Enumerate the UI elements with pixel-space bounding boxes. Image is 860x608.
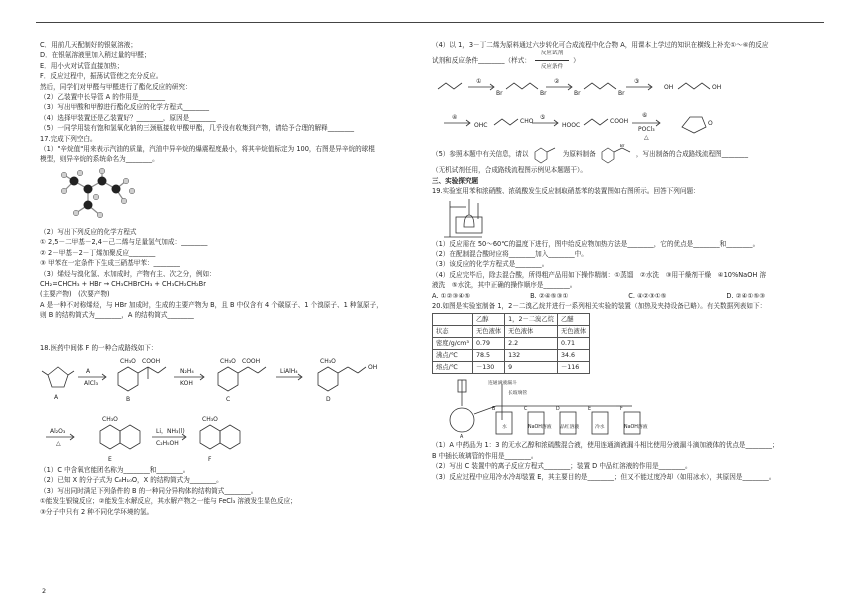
reagent-label: LiAlH₄ xyxy=(280,367,298,375)
table-row xyxy=(433,338,590,350)
table-cell: 0.79 xyxy=(472,338,504,350)
reagent-label: A xyxy=(86,367,91,375)
table-cell: 34.6 xyxy=(557,350,589,362)
table-cell: －130 xyxy=(472,362,504,374)
q17-line: ② 2－甲基－2－丁烯加聚反应________ xyxy=(40,248,156,257)
reagent-label: △ xyxy=(56,439,61,447)
group-label: HOOC xyxy=(562,122,581,130)
isooctane-ball-stick-model xyxy=(54,167,144,225)
pre-line: C．用前几天配制好的银氨溶液； xyxy=(40,41,137,49)
q19-line: （2）在配制混合酸时应将________加入________中。 xyxy=(432,250,588,259)
q5-text: （5）参照本题中有关信息，请以 xyxy=(432,150,529,159)
group-label: OH xyxy=(368,363,378,371)
table-cell: 沸点/℃ xyxy=(433,350,473,362)
q5-line xyxy=(432,143,824,165)
group-label: Br xyxy=(496,90,503,98)
q18-line: ①能发生银镜反应；②能发生水解反应，其水解产物之一能与 FeCl₃ 溶液发生显色反应； xyxy=(40,497,297,506)
table-cell: 132 xyxy=(505,350,558,362)
reagent-label: N₂H₄ xyxy=(180,367,194,375)
q18-line: ③分子中只有 2 种不同化学环境的氢。 xyxy=(40,507,154,516)
pre-line: （4）选择甲装置还是乙装置好？________，原因是________ xyxy=(40,113,216,122)
group-label: O xyxy=(708,120,713,128)
q19-options xyxy=(432,291,824,301)
step-number: ① xyxy=(476,78,482,86)
bottle-letter: F xyxy=(620,407,623,413)
q20-line: （3）反应过程中应用冷水冷却装置 E，其主要目的是________；但又不能过度冷却（如用冰水），其原因是________。 xyxy=(432,472,776,481)
table-cell: 78.5 xyxy=(472,350,504,362)
group-label: CH₃O xyxy=(202,415,218,423)
reagent-label: △ xyxy=(644,134,649,142)
bottle-letter: C xyxy=(524,407,528,413)
q19-line: 液洗 ⑤水洗，其中正确的操作顺序是________。 xyxy=(432,281,577,290)
table-cell: 9 xyxy=(505,362,558,374)
table-header-cell: 乙醇 xyxy=(472,314,504,326)
group-label: CH₃O xyxy=(220,357,236,365)
nitration-apparatus xyxy=(442,197,502,239)
q17-line: （1）"辛烷值"用来表示汽油的质量，汽油中异辛烷的爆震程度最小，将其辛烷值标定为 100，右图是异辛烷的球棍 xyxy=(40,145,375,154)
q17-equation: CH₂=CHCH₃ + HBr → CH₃CHBrCH₃ + CH₃CH₂CH₂Br xyxy=(40,279,206,288)
compound-label-b: B xyxy=(126,395,131,403)
compound-label-e: E xyxy=(108,455,112,463)
table-row xyxy=(433,362,590,374)
option-b: B. ②④⑤③① xyxy=(530,291,569,300)
pre-line: D．在银氨溶液里加入稍过量的甲醛； xyxy=(40,51,151,60)
butadiene-route-diagram xyxy=(432,73,824,143)
table-cell: 无色液体 xyxy=(472,326,504,338)
option-d: D. ②④①⑤③ xyxy=(726,291,766,300)
group-label: Br xyxy=(619,144,625,149)
table-cell: 无色液体 xyxy=(505,326,558,338)
q17-line: （2）写出下列反应的化学方程式 xyxy=(40,227,137,236)
pre-line: （3）写出甲酸和甲醇进行酯化反应的化学方程式________ xyxy=(40,103,210,112)
apparatus-label: 长玻璃管 xyxy=(508,391,528,397)
q5-line: （无机试剂任用，合成路线流程图示例见本题题干）。 xyxy=(432,166,587,175)
dibromoethane-apparatus xyxy=(432,376,824,440)
right-column xyxy=(432,40,824,482)
bottle-letter: D xyxy=(556,407,560,413)
table-cell: 无色液体 xyxy=(557,326,589,338)
compound-label-c: C xyxy=(226,395,231,403)
compound-label-d: D xyxy=(326,395,331,403)
q18-synthesis-route xyxy=(40,353,420,465)
table-cell: －116 xyxy=(557,362,589,374)
q17-line: ③ 甲苯在一定条件下生成三硝基甲苯：________ xyxy=(40,259,180,268)
table-cell: 0.71 xyxy=(557,338,589,350)
page-number: 2 xyxy=(42,587,47,595)
table-header-cell: 乙醚 xyxy=(557,314,589,326)
pre-line: E．用小火对试管直接加热； xyxy=(40,61,124,70)
pre-line: （5）一同学用装有饱和氢氧化钠的三颈瓶接收甲酸甲酯，几乎没有收集到产物，请给予合理的解释________ xyxy=(40,124,355,133)
style-condition-label: 反应条件 xyxy=(540,64,564,71)
q4-line xyxy=(432,50,824,71)
bottle-label: 水 xyxy=(502,425,507,431)
bromoethylbenzene-structure xyxy=(598,144,634,164)
group-label: CH₃O xyxy=(102,415,118,423)
benzaldehyde-structure xyxy=(531,144,561,164)
step-number: ③ xyxy=(634,78,640,86)
q20-line: （1）A 中药品为 1：3 的无水乙醇和浓硫酸混合液，使用连通滴液漏斗相比使用分液漏斗滴加液体的优点是________； xyxy=(432,441,779,450)
flask-label: A xyxy=(460,435,464,441)
table-cell: 密度/g/cm³ xyxy=(433,338,473,350)
q20-line: B 中插长玻璃管的作用是________。 xyxy=(432,451,538,460)
group-label: Br xyxy=(540,90,547,98)
pre-line: 然后，同学们对甲醛与甲醛进行了酯化反应的研究： xyxy=(40,82,192,91)
group-label: COOH xyxy=(242,357,261,365)
group-label: CHO xyxy=(520,118,534,126)
section-heading: 三、实验探究题 xyxy=(432,176,479,185)
q4-line: （4）以 1，3－丁二烯为原料通过六步转化可合成流程中化合物 A，用课本上学过的知识在横线上补充①～⑥的反应 xyxy=(432,41,769,49)
reagent-label: C₂H₅OH xyxy=(156,439,179,447)
q18-line: （2）已知 X 的分子式为 C₈H₁₀O，X 的结构简式为________。 xyxy=(40,476,223,485)
option-c: C. ④②③①⑤ xyxy=(628,291,667,300)
group-label: Br xyxy=(618,90,625,98)
q17-line: ① 2,5－二甲基－2,4－己二烯与足量氢气加成：________ xyxy=(40,238,208,247)
q17-line: (主要产物) (次要产物) xyxy=(40,290,110,299)
pre-line: （2）乙装置中长导管 A 的作用是________ xyxy=(40,93,165,102)
q17-line: 模型，则异辛烷的系统命名为________。 xyxy=(40,155,159,164)
group-label: Br xyxy=(574,90,581,98)
q5-text: 为原料制备 xyxy=(562,150,596,159)
table-row xyxy=(433,326,590,338)
compound-label-a: A xyxy=(54,393,59,401)
step-number: ② xyxy=(554,78,560,86)
group-label: COOH xyxy=(610,118,629,126)
group-label: OHC xyxy=(474,122,488,130)
left-column xyxy=(40,40,420,517)
q17-line: （3）烯烃与溴化氢、水加成时，产物有主、次之分，例如： xyxy=(40,269,216,278)
reagent-label: Li，NH₃(l) xyxy=(156,427,185,435)
pre-line: F．反应过程中，振荡试管使之充分反应。 xyxy=(40,72,163,81)
step-number: ⑥ xyxy=(642,112,648,120)
table-header-row xyxy=(433,314,590,326)
table-header-cell xyxy=(433,314,473,326)
table-cell: 2.2 xyxy=(505,338,558,350)
q20-title: 20.如图是实验室制备 1，2－二溴乙烷并进行一系列相关实验的装置（加热及夹持设备已略）。有关数据列表如下： xyxy=(432,302,767,311)
reagent-label: POCl₃ xyxy=(638,126,655,134)
group-label: OH xyxy=(664,84,674,92)
q17-line: 则 B 的结构简式为________，A 的结构简式________ xyxy=(40,311,194,320)
q19-line: （3）该反应的化学方程式是________。 xyxy=(432,260,549,269)
group-label: OH xyxy=(712,84,722,92)
properties-table xyxy=(432,313,590,374)
q4-text: ） xyxy=(573,56,580,65)
table-header-cell: 1，2－二溴乙烷 xyxy=(505,314,558,326)
group-label: CH₃O xyxy=(120,357,136,365)
reagent-label: Al₂O₃ xyxy=(50,427,66,435)
style-arrow xyxy=(535,60,569,61)
bottle-label: NaOH溶液 xyxy=(624,425,648,431)
reagent-label: KOH xyxy=(180,379,193,387)
q17-title: 17.完成下列空白。 xyxy=(40,134,97,143)
apparatus-label: 连通滴液漏斗 xyxy=(488,381,517,387)
reagent-label: AlCl₃ xyxy=(84,379,99,387)
q18-line: （3）写出同时满足下列条件的 B 的一种同分异构体的结构简式________。 xyxy=(40,486,258,495)
bottle-label: NaOH溶液 xyxy=(528,425,552,431)
q18-title: 18.医药中间体 F 的一种合成路线如下： xyxy=(40,343,158,352)
q5-text: ，写出制备的合成路线流程图________ xyxy=(635,150,749,159)
q17-line: A 是一种不对称烯烃，与 HBr 加成时，生成的主要产物为 B，且 B 中仅含有 4 个碳原子、1 个溴原子、1 种氢原子， xyxy=(40,300,383,309)
table-cell: 状态 xyxy=(433,326,473,338)
style-reagent-label: 反应试剂 xyxy=(540,50,564,57)
compound-label-f: F xyxy=(208,455,212,463)
bottle-label: 冷水 xyxy=(595,425,605,431)
bottle-letter: B xyxy=(492,407,496,413)
group-label: COOH xyxy=(142,357,161,365)
bottle-label: 品红溶液 xyxy=(560,425,580,431)
q19-line: （4）反应完毕后，除去混合酸，所得粗产品用如下操作精制：①蒸馏 ②水洗 ③用干燥剂干燥 ④10%NaOH 溶 xyxy=(432,270,767,279)
bottle-letter: E xyxy=(588,407,592,413)
q19-line: 19.实验室用苯和浓硝酸、浓硫酸发生反应制取硝基苯的装置图如右图所示。回答下列问题： xyxy=(432,187,700,196)
table-cell: 熔点/℃ xyxy=(433,362,473,374)
q19-line: （1）反应需在 50～60℃的温度下进行，图中给反应物加热方法是________，它的优点是________和________。 xyxy=(432,239,760,248)
q18-line: （1）C 中含氧官能团名称为________和________。 xyxy=(40,465,190,474)
table-row xyxy=(433,350,590,362)
header-rule xyxy=(36,22,824,23)
step-number: ⑤ xyxy=(540,114,546,122)
q4-text: 试剂和反应条件________（样式： xyxy=(432,56,531,65)
step-number: ④ xyxy=(452,114,458,122)
group-label: CH₃O xyxy=(320,357,336,365)
q20-line: （2）写出 C 装置中的离子反应方程式________；装置 D 中品红溶液的作用是________。 xyxy=(432,462,692,471)
option-a: A. ①②③④⑤ xyxy=(432,291,471,300)
